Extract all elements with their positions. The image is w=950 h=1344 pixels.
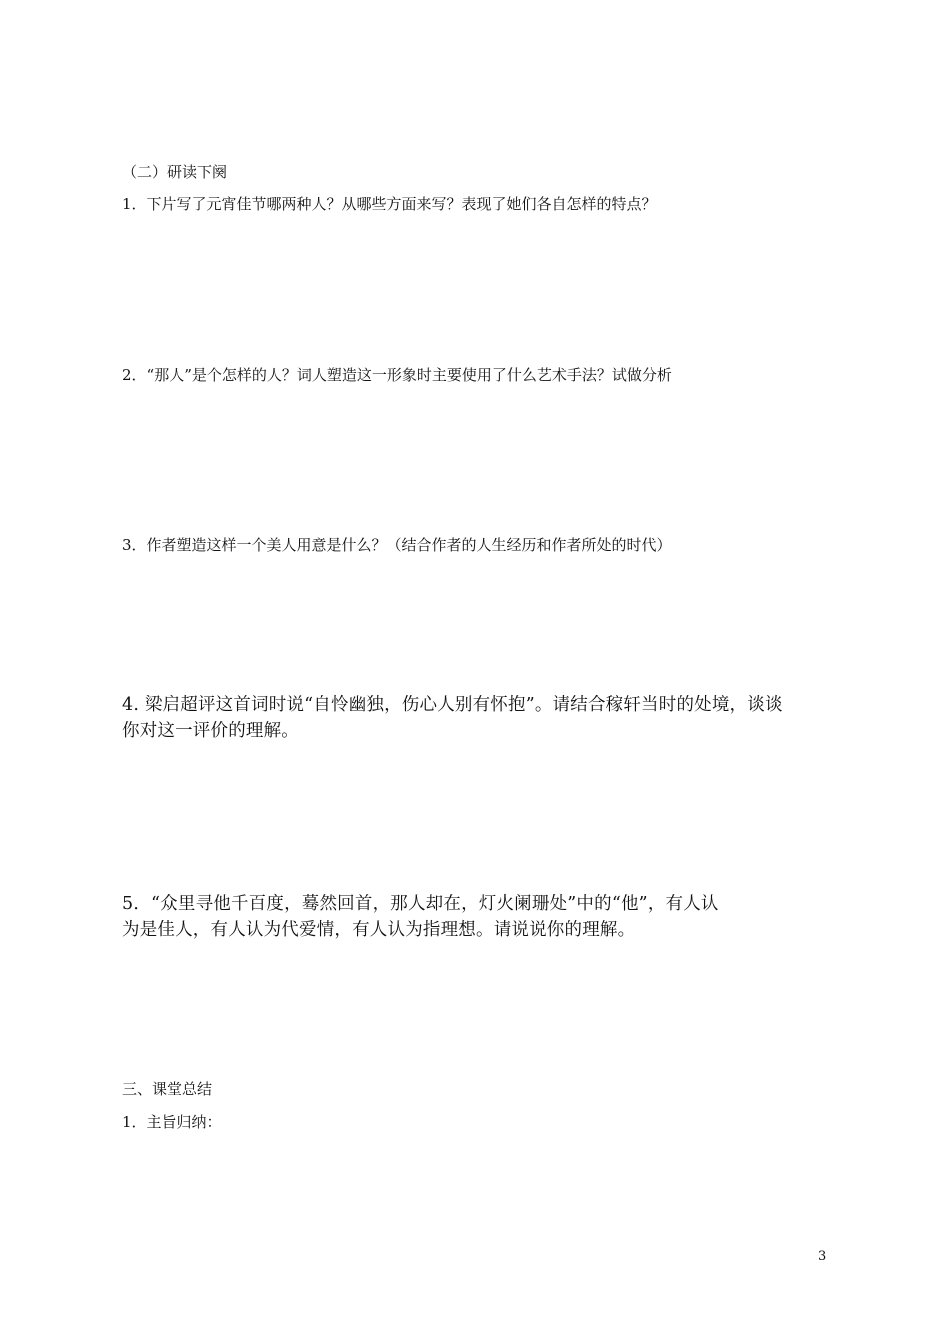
question-3: 3．作者塑造这样一个美人用意是什么？（结合作者的人生经历和作者所处的时代）: [122, 536, 672, 554]
question-2: 2．“那人”是个怎样的人？词人塑造这一形象时主要使用了什么艺术手法？试做分析: [122, 366, 672, 384]
summary-item-1: 1．主旨归纳：: [122, 1113, 222, 1131]
question-5-line-2: 为是佳人，有人认为代爱情，有人认为指理想。请说说你的理解。: [122, 920, 636, 940]
page-number: 3: [818, 1249, 827, 1264]
question-1: 1．下片写了元宵佳节哪两种人？从哪些方面来写？表现了她们各自怎样的特点？: [122, 195, 657, 213]
section-three-heading: 三、课堂总结: [122, 1080, 213, 1098]
question-4-line-2: 你对这一评价的理解。: [122, 721, 299, 741]
question-4-line-1: 4. 梁启超评这首词时说“自怜幽独，伤心人别有怀抱”。请结合稼轩当时的处境，谈谈: [122, 695, 783, 715]
question-5-line-1: 5．“众里寻他千百度，蓦然回首，那人却在，灯火阑珊处”中的“他”，有人认: [122, 894, 719, 914]
section-two-heading: （二）研读下阕: [122, 163, 228, 181]
